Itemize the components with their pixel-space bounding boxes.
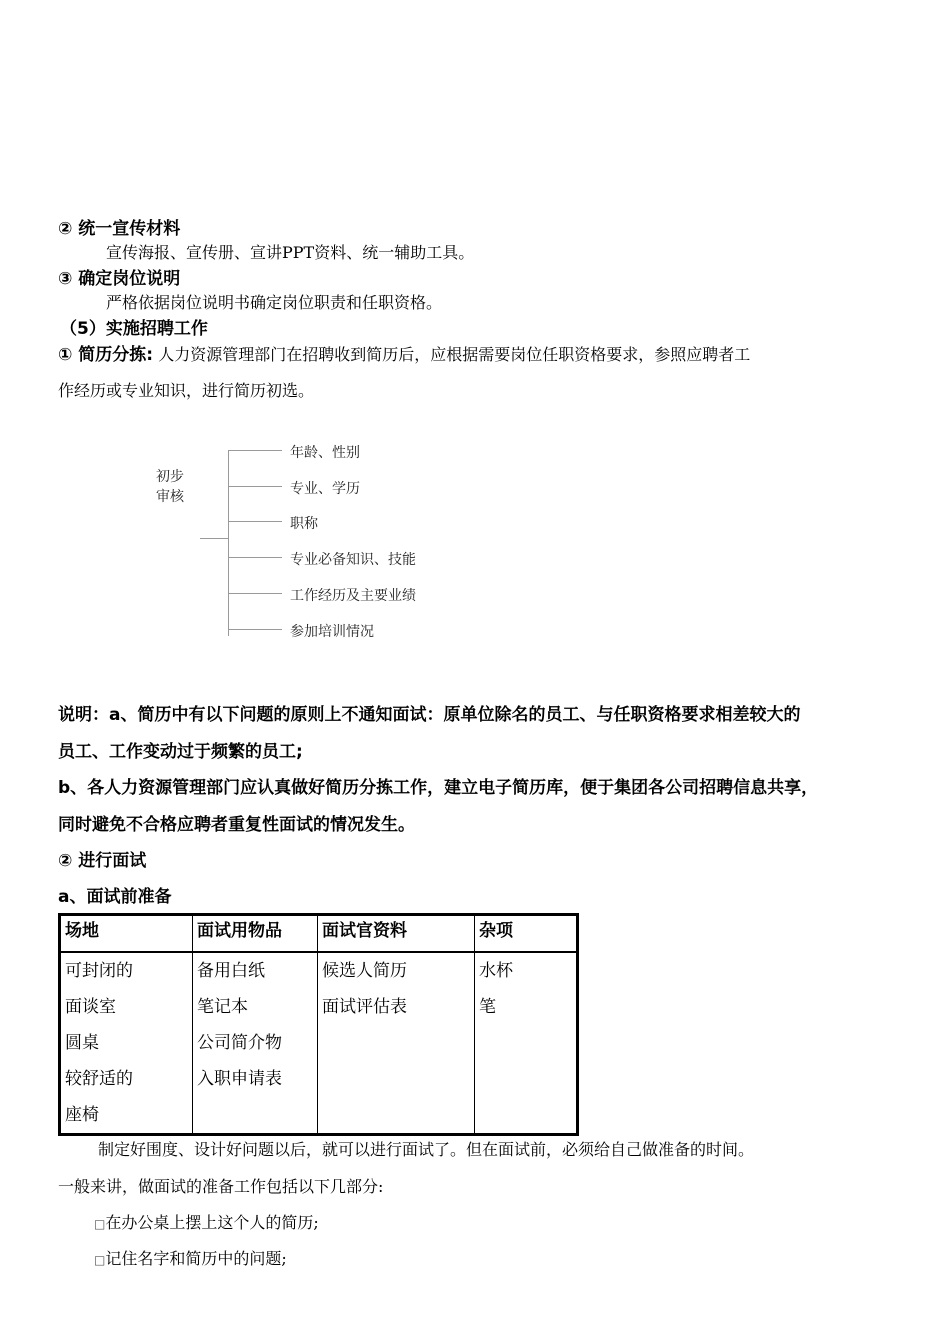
table-header-row (60, 915, 578, 953)
heading-interview-prep: a、面试前准备 (58, 887, 172, 907)
diagram-branch-age-gender: 年龄、性别 (290, 445, 360, 461)
diagram-branch-major-education: 专业、学历 (290, 481, 360, 497)
diagram-branch-training: 参加培训情况 (290, 624, 374, 640)
bullet-text: 在办公桌上摆上这个人的简历; (105, 1213, 319, 1232)
bullet-box-icon: □ (94, 1217, 106, 1231)
diagram-root-connector (200, 538, 228, 539)
table-cell-misc (475, 952, 578, 1135)
body-unify-materials: 宣传海报、宣传册、宣讲PPT资料、统一辅助工具。 (106, 243, 475, 262)
resume-screening-label: ① 简历分拣: (58, 345, 154, 365)
table-cell-supplies (193, 952, 318, 1135)
cell-line: 备用白纸 (197, 961, 265, 981)
cell-line: 笔记本 (197, 997, 248, 1017)
cell-line: 水杯 (479, 961, 513, 981)
cell-line: 面谈室 (65, 997, 116, 1017)
table-header-interviewer-materials: 面试官资料 (318, 915, 475, 953)
body-confirm-post: 严格依据岗位说明书确定岗位职责和任职资格。 (106, 293, 443, 312)
cell-line: 公司简介物 (197, 1033, 282, 1053)
diagram-branch-knowledge-skills: 专业必备知识、技能 (290, 552, 416, 568)
diagram-branch-line (228, 486, 282, 487)
note-line-2: 员工、工作变动过于频繁的员工; (58, 742, 303, 762)
table-cell-interviewer-materials (318, 952, 475, 1135)
diagram-spine (228, 450, 229, 636)
table-header-supplies: 面试用物品 (193, 915, 318, 953)
resume-screening-text-1: 人力资源管理部门在招聘收到简历后，应根据需要岗位任职资格要求，参照应聘者工 (158, 345, 751, 364)
cell-line: 入职申请表 (197, 1069, 282, 1089)
diagram-branch-line (228, 593, 282, 594)
cell-line: 候选人简历 (322, 961, 407, 981)
cell-line: 圆桌 (65, 1033, 99, 1053)
diagram-branch-title: 职称 (290, 516, 318, 532)
table-row (60, 952, 578, 1135)
heading-conduct-interview: ② 进行面试 (58, 851, 147, 871)
diagram-branch-line (228, 629, 282, 630)
note-line-1: 说明：a、简历中有以下问题的原则上不通知面试：原单位除名的员工、与任职资格要求相差较大的 (58, 705, 801, 725)
bullet-item (94, 1210, 319, 1233)
heading-unify-materials: ② 统一宣传材料 (58, 219, 181, 239)
diagram-branch-line (228, 450, 282, 451)
closing-paragraph-2: 一般来讲，做面试的准备工作包括以下几部分: (58, 1177, 384, 1196)
diagram-root-line1: 初步 (156, 469, 184, 485)
diagram-branch-line (228, 521, 282, 522)
diagram-root-line2: 审核 (156, 489, 184, 505)
cell-line: 可封闭的 (65, 961, 133, 981)
bullet-text: 记住名字和简历中的问题; (105, 1249, 287, 1268)
diagram-branch-line (228, 557, 282, 558)
table-header-misc: 杂项 (475, 915, 578, 953)
table-header-venue: 场地 (60, 915, 193, 953)
resume-screening-paragraph (58, 340, 750, 365)
cell-line: 座椅 (65, 1105, 99, 1125)
closing-paragraph-1: 制定好围度、设计好问题以后，就可以进行面试了。但在面试前，必须给自己做准备的时间。 (98, 1140, 755, 1159)
resume-screening-text-2: 作经历或专业知识，进行简历初选。 (58, 381, 315, 400)
table-cell-venue (60, 952, 193, 1135)
bullet-box-icon: □ (94, 1253, 106, 1267)
note-line-3: b、各人力资源管理部门应认真做好简历分拣工作，建立电子简历库，便于集团各公司招聘信息共享， (58, 778, 819, 798)
cell-line: 较舒适的 (65, 1069, 133, 1089)
note-line-4: 同时避免不合格应聘者重复性面试的情况发生。 (58, 815, 415, 835)
cell-line: 笔 (479, 997, 496, 1017)
diagram-branch-work-experience: 工作经历及主要业绩 (290, 588, 416, 604)
bullet-item (94, 1246, 287, 1269)
interview-prep-table (58, 913, 579, 1136)
heading-confirm-post: ③ 确定岗位说明 (58, 269, 181, 289)
cell-line: 面试评估表 (322, 997, 407, 1017)
heading-implement-recruitment: （5）实施招聘工作 (60, 319, 208, 339)
